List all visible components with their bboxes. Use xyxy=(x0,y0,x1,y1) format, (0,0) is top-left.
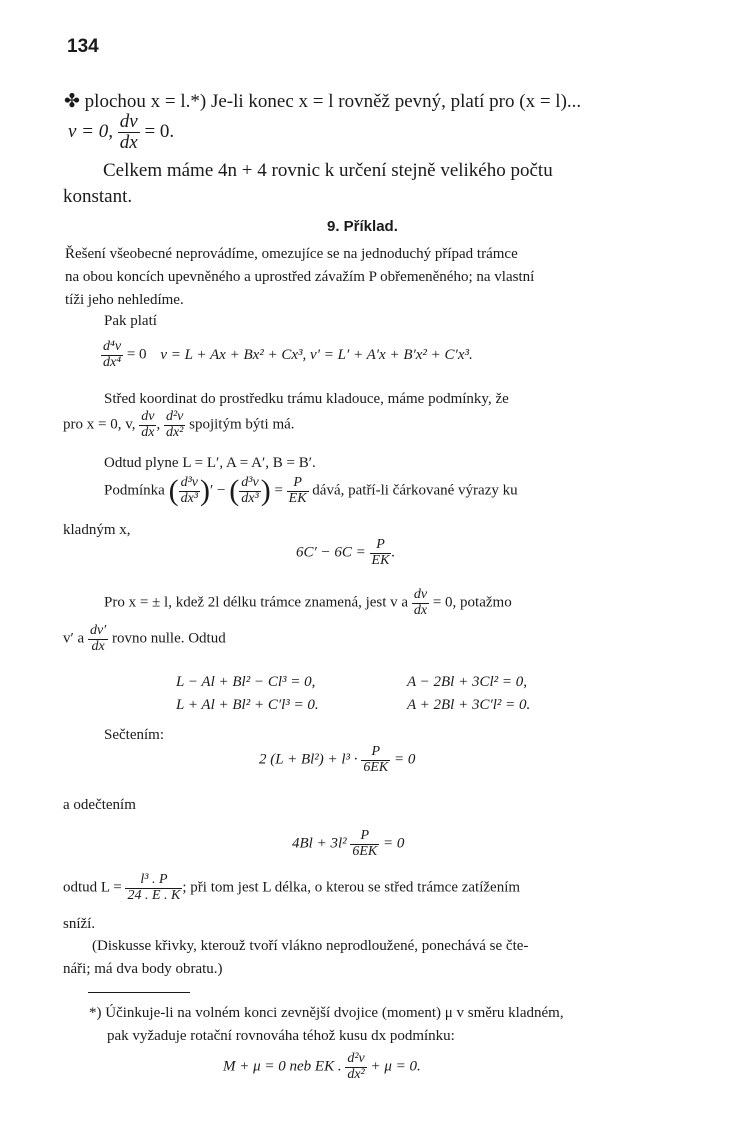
denominator: dx³ xyxy=(180,490,199,506)
text-line xyxy=(104,588,512,618)
equation: A + 2Bl + 3C′l² = 0. xyxy=(407,697,531,713)
numerator: P xyxy=(287,476,309,492)
text-span: rovno nulle. Odtud xyxy=(111,630,226,647)
text-line: na obou koncích upevněného a uprostřed závažím P obřemeněného; na vlastní xyxy=(65,269,535,285)
equals: = 0 xyxy=(126,346,147,363)
text-span: ; při tom jest L délka, o kterou se střed trámce zatížením xyxy=(182,879,521,896)
denominator: dx xyxy=(91,638,105,654)
denominator: dx³ xyxy=(241,490,259,506)
denominator: 24 . E . K xyxy=(127,887,181,903)
equation: L + Al + Bl² + C′l³ = 0. xyxy=(176,697,319,713)
equation-tail: = 0 xyxy=(393,751,416,768)
text-line: náři; má dva body obratu.) xyxy=(63,961,223,977)
text-span: Podmínka xyxy=(104,482,165,499)
numerator: dv xyxy=(119,111,138,132)
fraction xyxy=(88,624,108,654)
text-line: konstant. xyxy=(63,186,133,207)
denominator: dx xyxy=(119,131,138,153)
text-line: Pak platí xyxy=(104,313,157,329)
paren: ) xyxy=(200,474,211,507)
fraction xyxy=(179,476,200,506)
text-line: pro x = 0, v, $\frac{dv}{dx}$ , $\frac{\text{d²v}}{\text{dx²}}$ spojitým býti má. xyxy=(63,409,295,440)
equation-lhs: 4Bl + 3l² xyxy=(292,835,347,852)
text-span: pro x = 0, v, xyxy=(63,416,136,433)
equation: A − 2Bl + 3Cl² = 0, xyxy=(407,674,528,690)
equation xyxy=(296,538,395,568)
text-line: kladným x, xyxy=(63,522,131,538)
text-span: odtud L = xyxy=(63,879,122,896)
boundary-condition xyxy=(68,112,174,153)
fraction xyxy=(125,873,182,903)
fraction xyxy=(361,745,390,775)
text-line: Střed koordinat do prostředku trámu kladouce, máme podmínky, že xyxy=(104,391,509,407)
fraction xyxy=(139,410,156,440)
text-span: v′ a xyxy=(63,630,85,647)
cond-lead: v = 0, xyxy=(68,120,114,142)
equation xyxy=(101,340,473,370)
numerator: d⁴v xyxy=(103,339,122,354)
paren: ( xyxy=(168,474,179,507)
equation-tail: . xyxy=(391,544,396,561)
paren: ( xyxy=(229,474,240,507)
page-number: 134 xyxy=(67,36,99,57)
fraction xyxy=(350,829,379,859)
fraction xyxy=(370,538,392,568)
numerator: dv′ xyxy=(89,623,107,638)
text-line: ✤ plochou x = l.*) Je-li konec x = l rovněž pevný, platí pro (x = l)... xyxy=(64,91,582,112)
numerator: d²v xyxy=(347,1051,365,1066)
denominator: 6EK xyxy=(352,843,378,859)
denominator: dx⁴ xyxy=(103,354,122,370)
footnote-equation xyxy=(223,1052,421,1082)
denominator: dx xyxy=(413,602,428,618)
text-line: Sečtením: xyxy=(104,727,164,743)
numerator: P xyxy=(370,538,392,554)
cond-tail: = 0. xyxy=(144,120,175,142)
numerator: d³v xyxy=(180,474,199,490)
text-line: Odtud plyne L = L′, A = A′, B = B′. xyxy=(104,455,316,471)
numerator: P xyxy=(361,745,390,761)
paren: ) xyxy=(260,474,271,507)
text-line: Podmínka ( $\frac{\text{d³v}}{\text{dx³}}$ )′ − ( $\frac{\text{d³v}}{\text{dx³}}$ ) = $\frac{P}{EK}$ dává, patří-li čárkované výrazy ku xyxy=(104,474,518,507)
fraction xyxy=(345,1052,366,1082)
text-line: Celkem máme 4n + 4 rovnic k určení stejně velikého počtu xyxy=(103,160,553,181)
text-span: dává, patří-li čárkované výrazy ku xyxy=(312,482,518,499)
numerator: dv xyxy=(413,587,428,602)
denominator: EK xyxy=(371,552,390,568)
text-span: spojitým býti má. xyxy=(189,416,295,433)
fraction xyxy=(101,340,123,370)
fraction xyxy=(164,410,185,440)
numerator: P xyxy=(350,829,379,845)
text-line xyxy=(63,873,520,903)
denominator: 6EK xyxy=(363,759,389,775)
equation-lhs: 6C′ − 6C = xyxy=(296,544,366,561)
numerator: d²v xyxy=(165,409,184,424)
text-line: (Diskusse křivky, kterouž tvoří vlákno neprodloužené, ponechává se čte- xyxy=(92,938,529,954)
section-heading: 9. Příklad. xyxy=(327,218,398,235)
footnote-line: pak vyžaduje rotační rovnováha téhož kusu dx podmínku: xyxy=(107,1028,455,1044)
numerator: l³ . P xyxy=(125,873,182,889)
fraction xyxy=(287,476,309,506)
fraction xyxy=(412,588,429,618)
footnote-rule xyxy=(88,992,190,993)
text-span: = 0, potažmo xyxy=(432,594,512,611)
numerator: d³v xyxy=(241,474,259,490)
denominator: dx² xyxy=(165,424,184,440)
text-span: Pro x = ± l, kdež 2l délku trámce znamená, jest v a xyxy=(104,594,409,611)
equation-tail: = 0 xyxy=(383,835,405,852)
text-line: tíži jeho nehledíme. xyxy=(65,292,184,308)
text-line: Řešení všeobecné neprovádíme, omezujíce se na jednoduchý případ trámce xyxy=(65,246,518,262)
text-line xyxy=(63,624,226,654)
denominator: dx² xyxy=(347,1066,365,1082)
footnote-line: *) Účinkuje-li na volném konci zevnější dvojice (moment) μ v směru kladném, xyxy=(89,1005,564,1021)
text-line: sníží. xyxy=(63,916,96,932)
numerator: dv xyxy=(141,409,155,424)
equation: L − Al + Bl² − Cl³ = 0, xyxy=(176,674,316,690)
text-line: a odečtením xyxy=(63,797,136,813)
equation xyxy=(259,745,415,775)
equation-rhs: v = L + Ax + Bx² + Cx³, v′ = L′ + A′x + B′x² + C′x³. xyxy=(160,346,473,363)
fraction xyxy=(118,112,140,153)
fraction xyxy=(239,476,260,506)
equation xyxy=(292,829,404,859)
denominator: dx xyxy=(141,424,155,440)
denominator: EK xyxy=(288,490,307,506)
equation-lhs: 2 (L + Bl²) + l³ · xyxy=(259,751,358,768)
equation-tail: + μ = 0. xyxy=(370,1058,421,1075)
equation-lhs: M + μ = 0 neb EK . xyxy=(223,1058,342,1075)
